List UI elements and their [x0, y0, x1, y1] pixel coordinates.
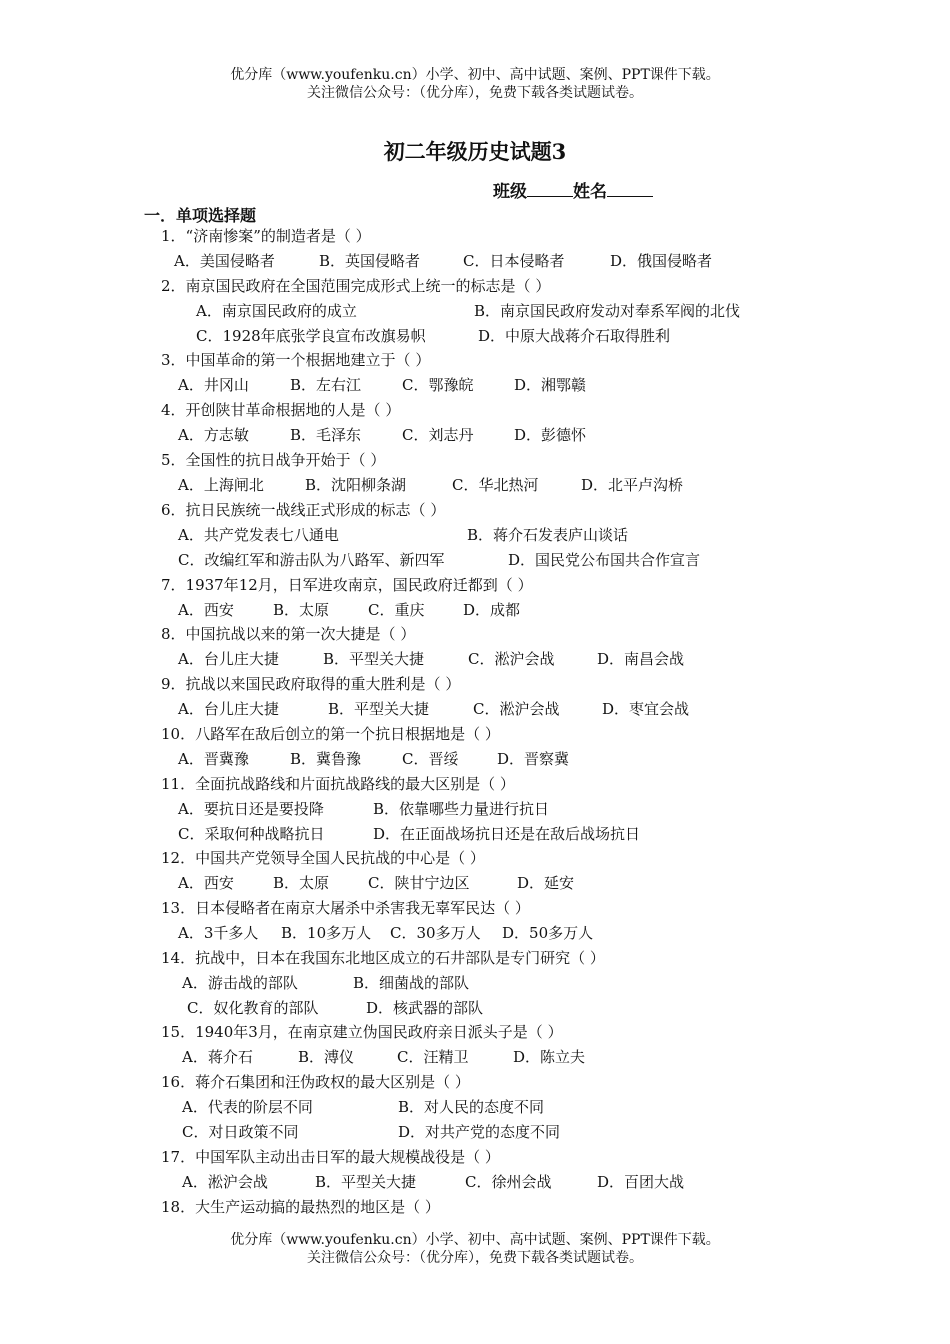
option-b: B．平型关大捷: [328, 700, 430, 718]
option-d: D．50多万人: [502, 924, 594, 942]
option-b: B．左右江: [290, 376, 362, 394]
question-6: 6．抗日民族统一战线正式形成的标志（ ）: [161, 501, 446, 519]
option-b: B．细菌战的部队: [353, 974, 470, 992]
option-b: B．沈阳柳条湖: [305, 476, 407, 494]
option-a: A．上海闸北: [178, 476, 264, 494]
option-c: C．淞沪会战: [473, 700, 560, 718]
question-4: 4．开创陕甘革命根据地的人是（ ）: [161, 401, 401, 419]
option-a: A．方志敏: [178, 426, 249, 444]
section-heading: 一．单项选择题: [144, 206, 257, 225]
option-c: C．1928年底张学良宣布改旗易帜: [196, 327, 426, 345]
question-12: 12．中国共产党领导全国人民抗战的中心是（ ）: [161, 849, 485, 867]
footer-line-1: 优分库（www.youfenku.cn）小学、初中、高中试题、案例、PPT课件下载。: [230, 1232, 720, 1248]
option-a: A．台儿庄大捷: [178, 650, 279, 668]
option-b: B．平型关大捷: [315, 1173, 417, 1191]
question-14: 14．抗战中，日本在我国东北地区成立的石井部队是专门研究（ ）: [161, 949, 605, 967]
option-c: C．淞沪会战: [468, 650, 555, 668]
option-c: C．30多万人: [390, 924, 481, 942]
option-b: B．冀鲁豫: [290, 750, 362, 768]
option-a: A．南京国民政府的成立: [196, 302, 357, 320]
option-a: A．共产党发表七八通电: [178, 526, 339, 544]
option-b: B．依靠哪些力量进行抗日: [373, 800, 550, 818]
option-d: D．枣宜会战: [602, 700, 690, 718]
option-b: B．毛泽东: [290, 426, 362, 444]
option-a: A．要抗日还是要投降: [178, 800, 324, 818]
option-a: A．美国侵略者: [174, 252, 275, 270]
question-1: 1．“济南惨案”的制造者是（ ）: [161, 227, 371, 245]
question-13: 13．日本侵略者在南京大屠杀中杀害我无辜军民达（ ）: [161, 899, 530, 917]
option-c: C．陕甘宁边区: [368, 874, 470, 892]
question-3: 3．中国革命的第一个根据地建立于（ ）: [161, 351, 431, 369]
option-c: C．鄂豫皖: [402, 376, 474, 394]
option-d: D．对共产党的态度不同: [398, 1123, 561, 1141]
name-label: 姓名: [573, 182, 607, 202]
option-a: A．井冈山: [178, 376, 249, 394]
name-blank: [607, 181, 653, 197]
option-a: A．西安: [178, 601, 234, 619]
option-b: B．10多万人: [281, 924, 372, 942]
option-c: C．对日政策不同: [182, 1123, 299, 1141]
option-b: B．溥仪: [298, 1048, 355, 1066]
option-d: D．湘鄂赣: [514, 376, 587, 394]
option-d: D．延安: [517, 874, 575, 892]
option-a: A．蒋介石: [182, 1048, 253, 1066]
question-18: 18．大生产运动搞的最热烈的地区是（ ）: [161, 1198, 440, 1216]
option-d: D．北平卢沟桥: [581, 476, 684, 494]
class-label: 班级: [493, 182, 527, 202]
option-b: B．平型关大捷: [323, 650, 425, 668]
option-d: D．中原大战蒋介石取得胜利: [478, 327, 671, 345]
option-d: D．在正面战场抗日还是在敌后战场抗日: [373, 825, 641, 843]
option-c: C．晋绥: [402, 750, 459, 768]
header-line-1: 优分库（www.youfenku.cn）小学、初中、高中试题、案例、PPT课件下载。: [230, 67, 720, 83]
option-a: A．西安: [178, 874, 234, 892]
option-b: B．对人民的态度不同: [398, 1098, 545, 1116]
option-d: D．百团大战: [597, 1173, 685, 1191]
option-c: C．奴化教育的部队: [187, 999, 319, 1017]
question-5: 5．全国性的抗日战争开始于（ ）: [161, 451, 386, 469]
option-b: B．太原: [273, 874, 330, 892]
header-line-2: 关注微信公众号：（优分库），免费下载各类试题试卷。: [307, 85, 643, 101]
option-c: C．汪精卫: [397, 1048, 469, 1066]
option-a: A．3千多人: [178, 924, 259, 942]
question-11: 11．全面抗战路线和片面抗战路线的最大区别是（ ）: [161, 775, 515, 793]
option-d: D．俄国侵略者: [610, 252, 713, 270]
option-c: C．日本侵略者: [463, 252, 565, 270]
question-9: 9．抗战以来国民政府取得的重大胜利是（ ）: [161, 675, 461, 693]
class-blank: [527, 181, 573, 197]
option-a: A．台儿庄大捷: [178, 700, 279, 718]
option-d: D．成都: [463, 601, 521, 619]
option-d: D．核武器的部队: [366, 999, 484, 1017]
option-c: C．改编红军和游击队为八路军、新四军: [178, 551, 445, 569]
option-b: B．南京国民政府发动对奉系军阀的北伐: [474, 302, 741, 320]
option-a: A．晋冀豫: [178, 750, 249, 768]
option-a: A．游击战的部队: [182, 974, 298, 992]
option-d: D．晋察冀: [497, 750, 570, 768]
option-d: D．彭德怀: [514, 426, 587, 444]
option-c: C．徐州会战: [465, 1173, 552, 1191]
question-17: 17．中国军队主动出击日军的最大规模战役是（ ）: [161, 1148, 500, 1166]
option-a: A．淞沪会战: [182, 1173, 268, 1191]
option-b: B．英国侵略者: [319, 252, 421, 270]
option-d: D．南昌会战: [597, 650, 685, 668]
question-16: 16．蒋介石集团和汪伪政权的最大区别是（ ）: [161, 1073, 470, 1091]
question-8: 8．中国抗战以来的第一次大捷是（ ）: [161, 625, 416, 643]
question-2: 2．南京国民政府在全国范围完成形式上统一的标志是（ ）: [161, 277, 551, 295]
option-b: B．太原: [273, 601, 330, 619]
question-10: 10．八路军在敌后创立的第一个抗日根据地是（ ）: [161, 725, 500, 743]
question-7: 7．1937年12月，日军进攻南京，国民政府迁都到（ ）: [161, 576, 533, 594]
class-name-line: [493, 177, 653, 202]
question-15: 15．1940年3月，在南京建立伪国民政府亲日派头子是（ ）: [161, 1023, 563, 1041]
option-b: B．蒋介石发表庐山谈话: [467, 526, 629, 544]
page-title: 初二年级历史试题3: [383, 139, 567, 164]
footer-line-2: 关注微信公众号：（优分库），免费下载各类试题试卷。: [307, 1250, 643, 1266]
option-c: C．重庆: [368, 601, 425, 619]
option-c: C．华北热河: [452, 476, 539, 494]
option-c: C．采取何种战略抗日: [178, 825, 325, 843]
option-d: D．陈立夫: [513, 1048, 586, 1066]
option-d: D．国民党公布国共合作宣言: [508, 551, 701, 569]
option-c: C．刘志丹: [402, 426, 474, 444]
option-a: A．代表的阶层不同: [182, 1098, 313, 1116]
